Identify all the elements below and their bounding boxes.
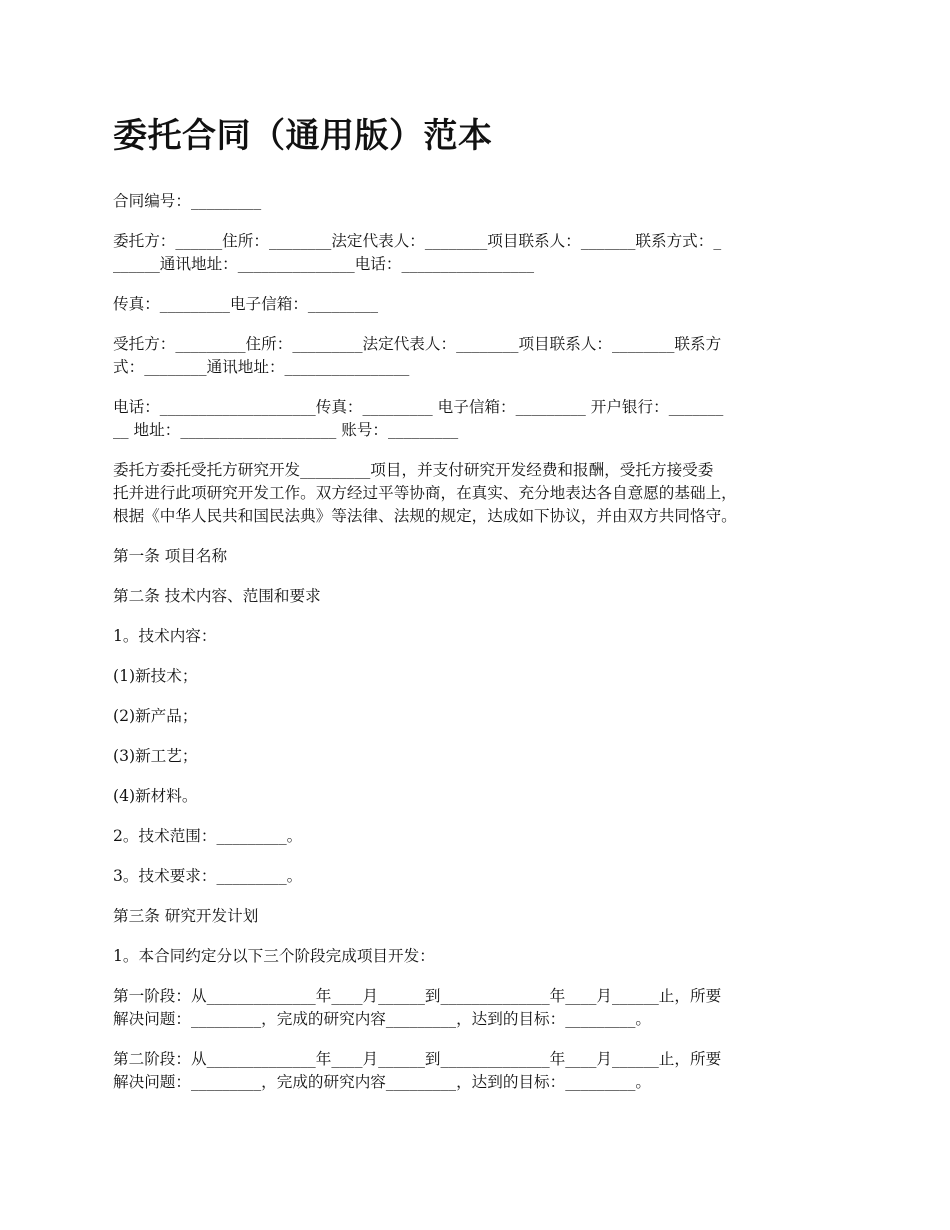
client-fax-email	[113, 293, 843, 316]
text-line: 电话：____________________传真：_________ 电子信箱：_________ 开户银行：_______	[113, 398, 724, 416]
client-info	[113, 230, 843, 276]
list-item	[113, 705, 843, 728]
text-line: 2。技术范围：_________。	[113, 827, 303, 845]
article-2-heading	[113, 585, 843, 608]
article-1-heading	[113, 545, 843, 568]
text-line: 第一条 项目名称	[113, 547, 228, 565]
text-line: 委托方委托受托方研究开发_________项目，并支付研究开发经费和报酬，受托方接受委	[113, 461, 714, 479]
phase-2	[113, 1048, 843, 1094]
text-line: 根据《中华人民共和国民法典》等法律、法规的规定，达成如下协议，并由双方共同恪守。	[113, 507, 737, 525]
text-line: 传真：_________电子信箱：_________	[113, 295, 379, 313]
contractor-info	[113, 333, 843, 379]
document-title: 委托合同（通用版）范本	[113, 116, 493, 156]
preamble	[113, 459, 843, 528]
contractor-contact	[113, 396, 843, 442]
text-line: 托并进行此项研究开发工作。双方经过平等协商，在真实、充分地表达各自意愿的基础上，	[113, 484, 737, 502]
text-line: 1。技术内容：	[113, 627, 217, 645]
text-line: 委托方：______住所：________法定代表人：________项目联系人：_______联系方式：_	[113, 232, 722, 250]
text-line: (3)新工艺；	[113, 747, 198, 765]
text-line: 第一阶段：从______________年____月______到______________年____月______止，所要	[113, 987, 722, 1005]
text-line: 合同编号：_________	[113, 192, 262, 210]
text-line: 解决问题：_________，完成的研究内容_________，达到的目标：_________。	[113, 1010, 651, 1028]
text-line: 解决问题：_________，完成的研究内容_________，达到的目标：_________。	[113, 1073, 651, 1091]
contract-number	[113, 190, 843, 213]
text-line: (2)新产品；	[113, 707, 198, 725]
text-line: 1。本合同约定分以下三个阶段完成项目开发：	[113, 947, 435, 965]
tech-requirements	[113, 865, 843, 888]
text-line: ______通讯地址：_______________电话：_________________	[113, 255, 535, 273]
list-item	[113, 785, 843, 808]
text-line: 第二阶段：从______________年____月______到______________年____月______止，所要	[113, 1050, 722, 1068]
document-page	[113, 112, 843, 1111]
list-item	[113, 745, 843, 768]
text-line: 受托方：_________住所：_________法定代表人：________项目联系人：________联系方	[113, 335, 722, 353]
tech-content-heading	[113, 625, 843, 648]
phase-1	[113, 985, 843, 1031]
text-line: (1)新技术；	[113, 667, 198, 685]
text-line: 式：________通讯地址：________________	[113, 358, 410, 376]
text-line: 3。技术要求：_________。	[113, 867, 303, 885]
text-line: 第二条 技术内容、范围和要求	[113, 587, 321, 605]
plan-intro	[113, 945, 843, 968]
list-item	[113, 665, 843, 688]
tech-scope	[113, 825, 843, 848]
text-line: (4)新材料。	[113, 787, 198, 805]
article-3-heading	[113, 905, 843, 928]
text-line: __ 地址：____________________ 账号：_________	[113, 421, 459, 439]
text-line: 第三条 研究开发计划	[113, 907, 259, 925]
